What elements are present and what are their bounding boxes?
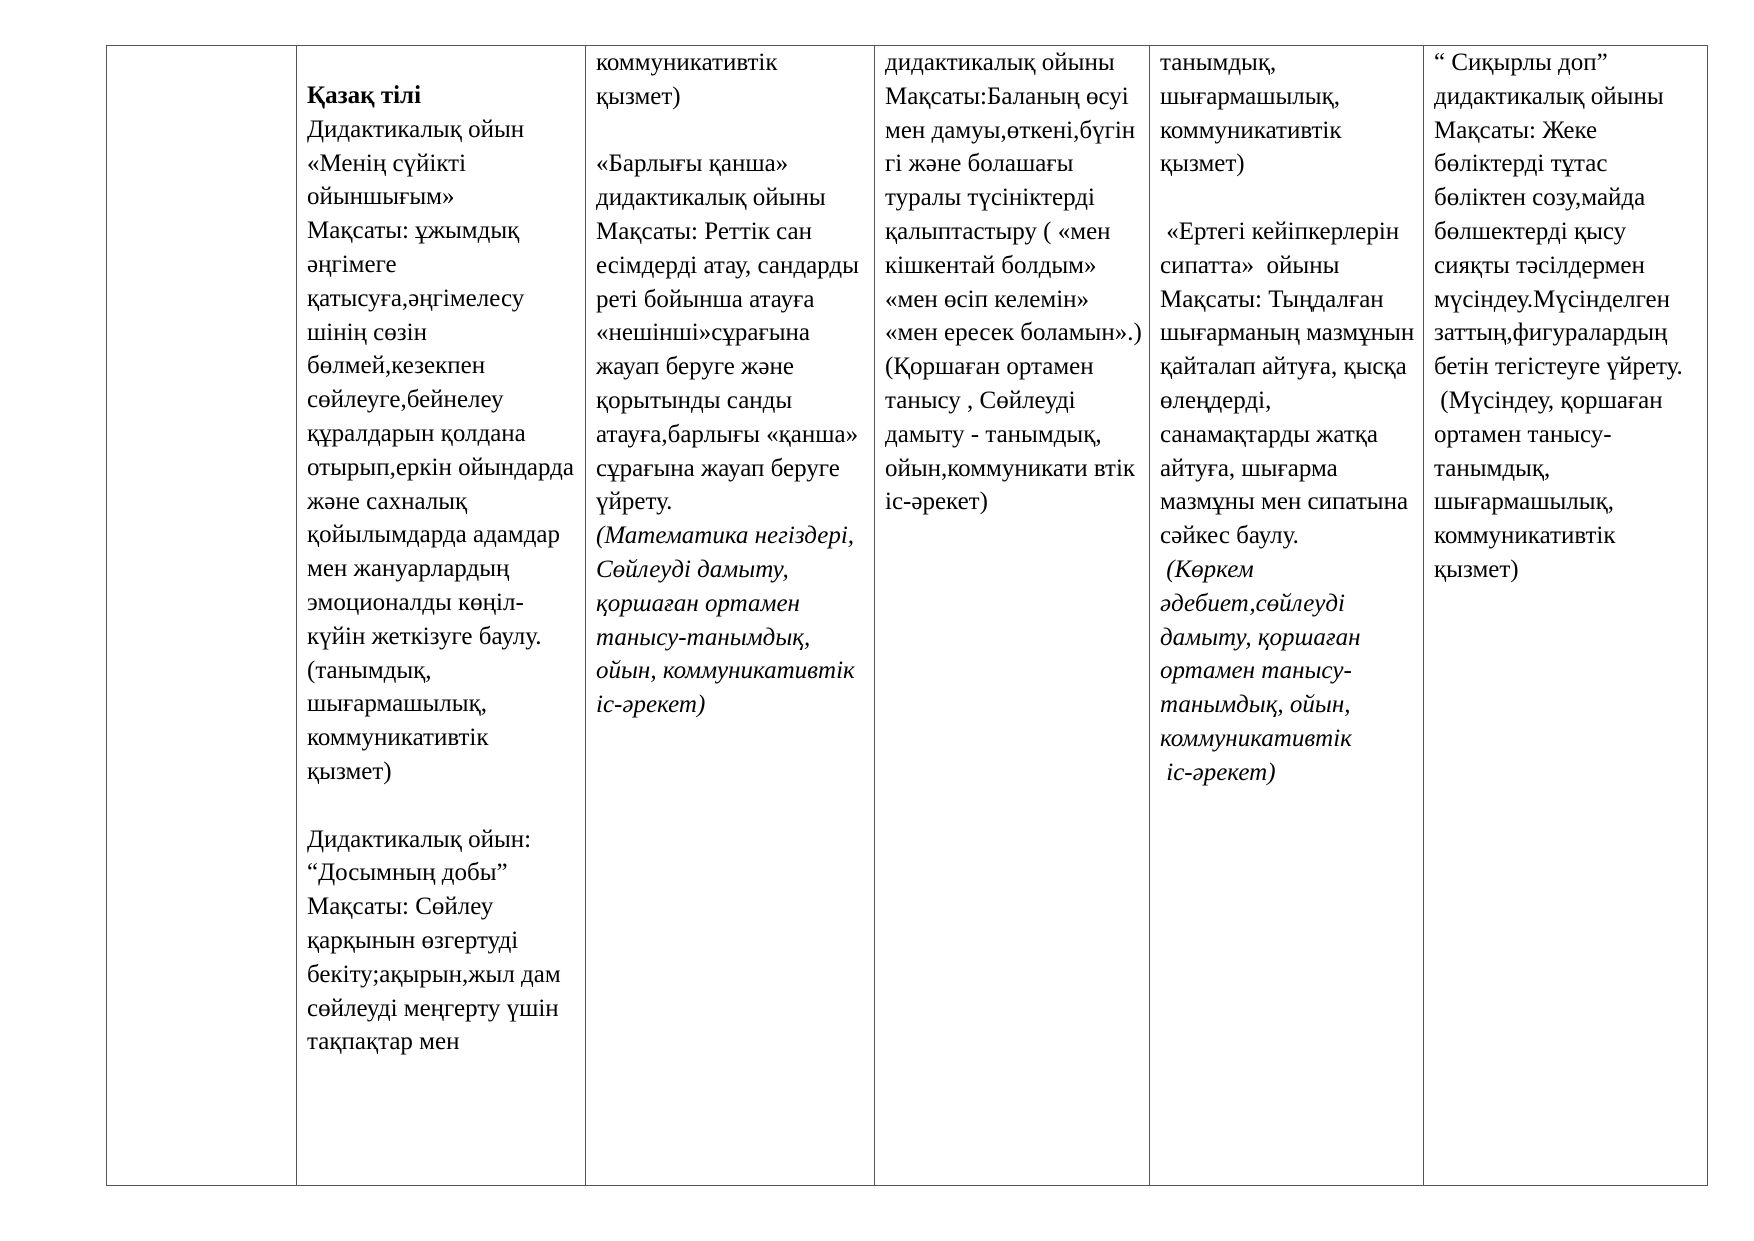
math-game-cell — [586, 46, 875, 1186]
game-fairy-tale-characters: «Ертегі кейіпкерлерін сипатта» ойыны Мақсаты: Тыңдалған шығарманың мазмұнын қайталап айтуға, қысқа өлеңдерді, санамақтарды жатқа айтуға, шығарма мазмұны мен сипатына сәйкес баулу. — [1160, 217, 1415, 550]
activity-note: (Математика негіздері, Сөйлеуді дамыту, қоршаған ортамен танысу-танымдық, ойын, коммуникативтік іс-әрекет) — [596, 522, 861, 719]
continued-text: коммуникативтік қызмет) — [596, 49, 784, 110]
spacer — [596, 114, 868, 148]
spacer — [307, 789, 579, 823]
magic-ball-game-cell — [1424, 46, 1708, 1186]
empty-cell — [107, 46, 297, 1186]
kazakh-language-cell — [297, 46, 586, 1186]
subject-heading: Қазақ тілі — [307, 82, 422, 109]
game-friends-ball: Дидактикалық ойын: “Досымның добы” Мақсаты: Сөйлеу қарқынын өзгертуді бекіту;ақырын,жыл дам сөйлеуді меңгерту үшін тақпақтар мен — [307, 825, 561, 1056]
activity-note: (Көркем әдебиет,сөйлеуді дамыту, қоршаған ортамен танысу-танымдық, ойын, коммуникативтік іс-әрекет) — [1160, 555, 1361, 786]
game-growth: дидактикалық ойыны Мақсаты:Баланың өсуі мен дамуы,өткені,бүгін гі және болашағы туралы түсініктерді қалыптастыру ( «мен кішкентай болдым» «мен өсіп келемін» «мен ересек боламын».) (Қоршаған ортамен танысу , Сөйлеуді дамыту - танымдық, ойын,коммуникати втік іс-әрекет) — [885, 49, 1142, 516]
lesson-plan-table — [106, 45, 1708, 1186]
continued-text: танымдық, шығармашылық, коммуникативтік қызмет) — [1160, 49, 1348, 178]
spacer — [1160, 181, 1417, 215]
game-my-favorite-toy: Дидактикалық ойын «Менің сүйікті ойыншығым» Мақсаты: ұжымдық әңгімеге қатысуға,әңгімелесу шінің сөзін бөлмей,кезекпен сөйлеуге,бейнелеу құралдарын қолдана отырып,еркін ойындарда және сахналық қойылымдарда адамдар мен жануарлардың эмоционалды көңіл-күйін жеткізуге баулу. (танымдық, шығармашылық, коммуникативтік қызмет) — [307, 115, 574, 785]
growth-game-cell — [875, 46, 1150, 1186]
game-magic-ball: “ Сиқырлы доп” дидактикалық ойыны Мақсаты: Жеке бөліктерді тұтас бөліктен созу,майда бөлшектерді қысу сияқты тәсілдермен мүсіндеу.Мүсінделген заттың,фигуралардың бетін тегістеуге үйрету. (Мүсіндеу, қоршаған ортамен танысу-танымдық, шығармашылық, коммуникативтік қызмет) — [1434, 49, 1683, 583]
table-row — [107, 46, 1708, 1186]
fairy-tale-game-cell — [1150, 46, 1424, 1186]
game-how-many: «Барлығы қанша» дидактикалық ойыны Мақсаты: Реттік сан есімдерді атау, сандарды реті бойынша атауға «нешінші»сұрағына жауап беруге және қорытынды санды атауға,барлығы «қанша» сұрағына жауап беруге үйрету. — [596, 150, 859, 516]
